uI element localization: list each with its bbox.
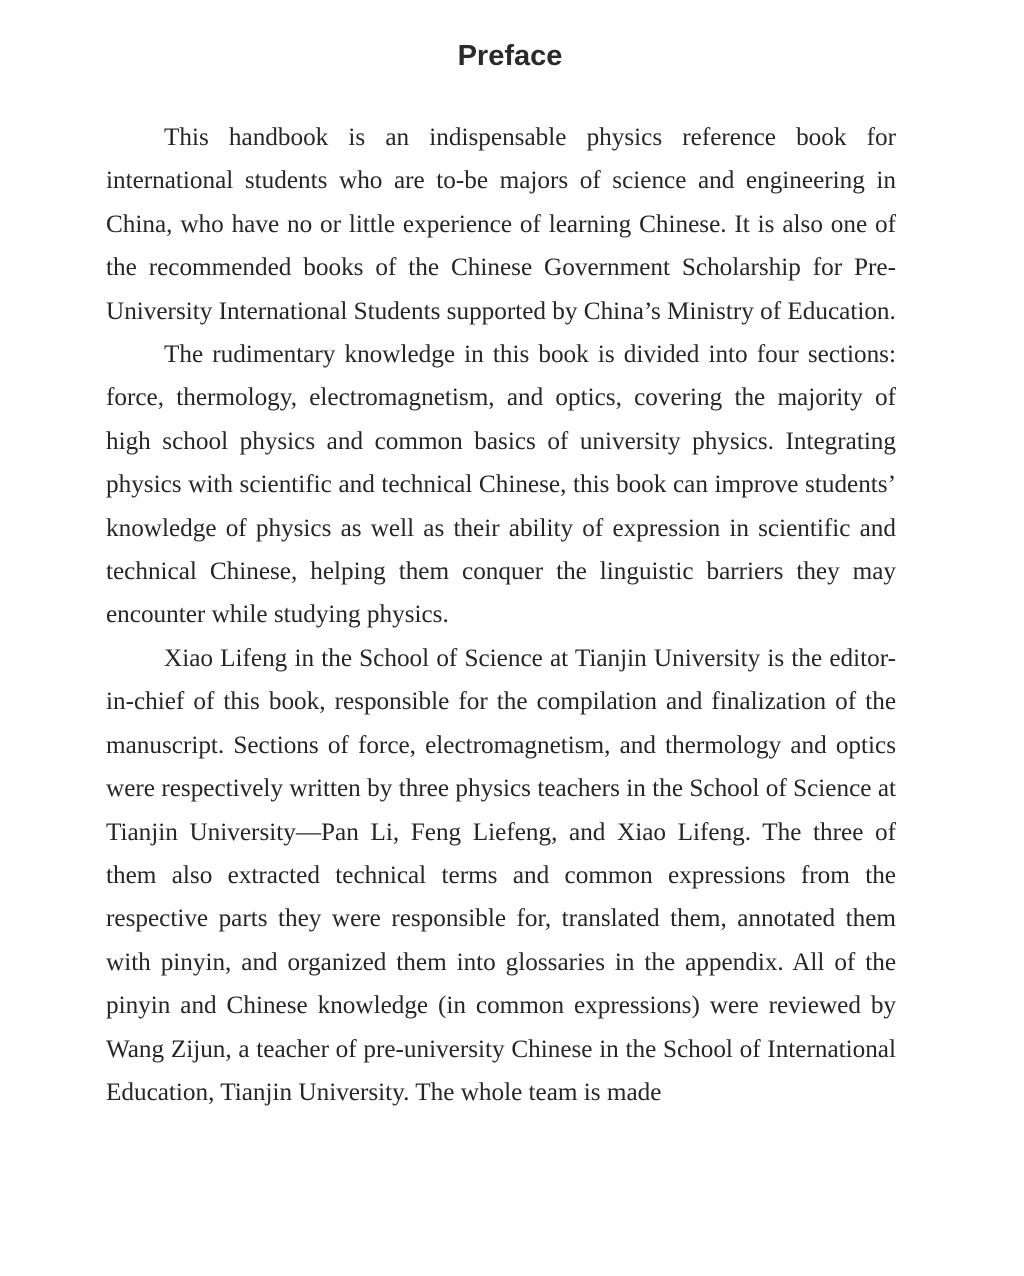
page-title: Preface (457, 40, 563, 72)
preface-body (106, 116, 896, 1114)
paragraph-1: This handbook is an indispensable physics reference book for international students who are to-be majors of science and engineering in China, who have no or little experience of learning Chinese. It is also one of the recommended books of the Chinese Government Scholarship for Pre-University International Students supported by China’s Ministry of Education. (106, 124, 896, 325)
paragraph-3: Xiao Lifeng in the School of Science at Tianjin University is the editor-in-chief of this book, responsible for the compilation and finalization of the manuscript. Sections of force, electromagnetism, and thermology and optics were respectively written by three physics teachers in the School of Science at Tianjin University—Pan Li, Feng Liefeng, and Xiao Lifeng. The three of them also extracted technical terms and common expressions from the respective parts they were responsible for, translated them, annotated them with pinyin, and organized them into glossaries in the appendix. All of the pinyin and Chinese knowledge (in common expressions) were reviewed by Wang Zijun, a teacher of pre-university Chinese in the School of International Education, Tianjin University. The whole team is made (106, 644, 896, 1106)
paragraph-2: The rudimentary knowledge in this book is divided into four sections: force, thermology, electromagnetism, and optics, covering the majority of high school physics and common basics of university physics. Integrating physics with scientific and technical Chinese, this book can improve students’ knowledge of physics as well as their ability of expression in scientific and technical Chinese, helping them conquer the linguistic barriers they may encounter while studying physics. (106, 341, 896, 629)
